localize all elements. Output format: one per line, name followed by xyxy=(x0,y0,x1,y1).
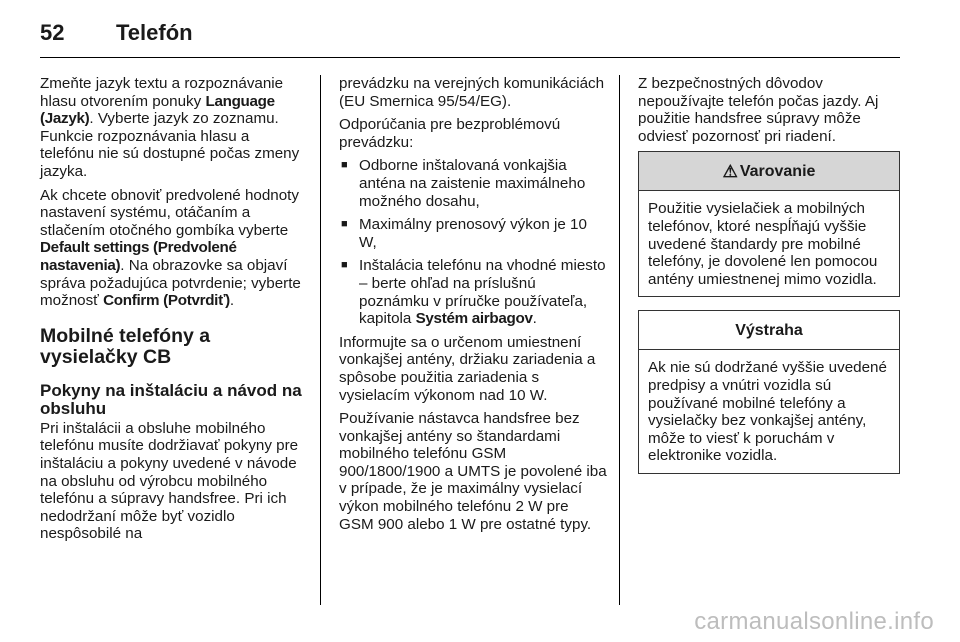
menu-item-default-settings: Default settings (Predvolené nastavenia) xyxy=(40,239,237,274)
text: . Vyberte jazyk zo zoznamu. Funkcie rozpoznávania hlasu a telefónu nie sú dostupné počas zmeny jazyka. xyxy=(40,110,300,180)
warning-box xyxy=(638,151,900,297)
warning-header xyxy=(639,152,899,191)
list-item xyxy=(339,257,607,327)
page-number: 52 xyxy=(40,20,65,45)
warning-triangle-icon: ⚠ xyxy=(722,161,738,181)
caution-box xyxy=(638,310,900,474)
text: Maximálny prenosový výkon je 10 W, xyxy=(359,216,587,251)
column-divider-2 xyxy=(619,75,620,605)
menu-item-confirm: Confirm (Potvrdiť) xyxy=(103,292,230,310)
warning-title: Varovanie xyxy=(739,162,816,180)
bullet-icon: ■ xyxy=(341,259,348,272)
text: . xyxy=(532,310,537,328)
paragraph-installation: Pri inštalácii a obsluhe mobilného telefónu musíte dodržiavať pokyny pre inštaláciu a pokyny uvedené v návode na obsluhu od výrobcu mobilného telefónu a súpravy handsfree. Pri ich nedodržaní môže byť vozidlo nespôsobilé na xyxy=(40,419,299,543)
text: . xyxy=(229,292,235,310)
chapter-reference: Systém airbagov xyxy=(415,310,533,328)
paragraph-antenna: Informujte sa o určenom umiestnení vonkajšej antény, držiaku zariadenia a spôsobe použitia zariadenia s vysielacím výkonom nad 10 W. xyxy=(339,333,596,404)
warning-text: Použitie vysielačiek a mobilných telefónov, ktoré nespĺňajú vyššie uvedené štandardy pre mobilné telefóny, je dovolené len pomocou antény umiestnenej mimo vozidla. xyxy=(648,200,878,288)
column-1 xyxy=(40,75,302,549)
page-header xyxy=(40,20,193,50)
bullet-icon: ■ xyxy=(341,218,348,231)
text: Odborne inštalovaná vonkajšia anténa na zaistenie maximálneho možného dosahu, xyxy=(359,157,586,210)
paragraph-safety: Z bezpečnostných dôvodov nepoužívajte telefón počas jazdy. Aj použitie handsfree súpravy môže odviesť pozornosť pri riadení. xyxy=(638,75,879,145)
menu-item-language: Language (Jazyk) xyxy=(40,92,275,128)
recommendation-list xyxy=(339,157,607,327)
paragraph-language xyxy=(40,75,302,181)
caution-header xyxy=(639,311,899,350)
column-divider-1 xyxy=(320,75,321,605)
paragraph-defaults xyxy=(40,187,302,310)
subsection-heading: Pokyny na inštaláciu a návod na obsluhu xyxy=(40,380,302,418)
text: Ak chcete obnoviť predvolené hodnoty nastavení systému, otáčaním a stlačením otočného gombíka vyberte xyxy=(40,186,299,239)
column-3 xyxy=(638,75,900,474)
section-heading: Mobilné telefóny a vysielačky CB xyxy=(40,324,211,368)
paragraph-continued: prevádzku na verejných komunikáciách (EU Smernica 95/54/EG). xyxy=(339,75,605,110)
page-title: Telefón xyxy=(116,20,193,45)
paragraph-recommendations: Odporúčania pre bezproblémovú prevádzku: xyxy=(339,116,561,151)
bullet-icon: ■ xyxy=(341,159,348,172)
text: Zmeňte jazyk textu a rozpoznávanie hlasu otvorením ponuky xyxy=(40,75,284,110)
paragraph-handsfree: Používanie nástavca handsfree bez vonkajšej antény so štandardami mobilného telefónu GSM 900/1800/1900 a UMTS je povolené iba v prípade, že je maximálny vysielací výkon mobilného telefónu 2 W pre GSM 900 alebo 1 W pre ostatné typy. xyxy=(339,410,607,533)
text: . Na obrazovke sa objaví správa požadujúca potvrdenie; vyberte možnosť xyxy=(40,256,301,310)
caution-text: Ak nie sú dodržané vyššie uvedené predpisy a vnútri vozidla sú používané mobilné telefóny a vysielačky bez vonkajšej antény, môže to viesť k poruchám v elektronike vozidla. xyxy=(648,359,887,465)
caution-title: Výstraha xyxy=(735,321,803,339)
list-item xyxy=(339,157,607,210)
list-item xyxy=(339,216,607,251)
watermark: carmanualsonline.info xyxy=(694,608,934,635)
column-2 xyxy=(339,75,607,539)
text: Inštalácia telefónu na vhodné miesto – berte ohľad na príslušnú poznámku v príručke používateľa, kapitola xyxy=(359,257,606,328)
header-rule xyxy=(40,57,900,58)
